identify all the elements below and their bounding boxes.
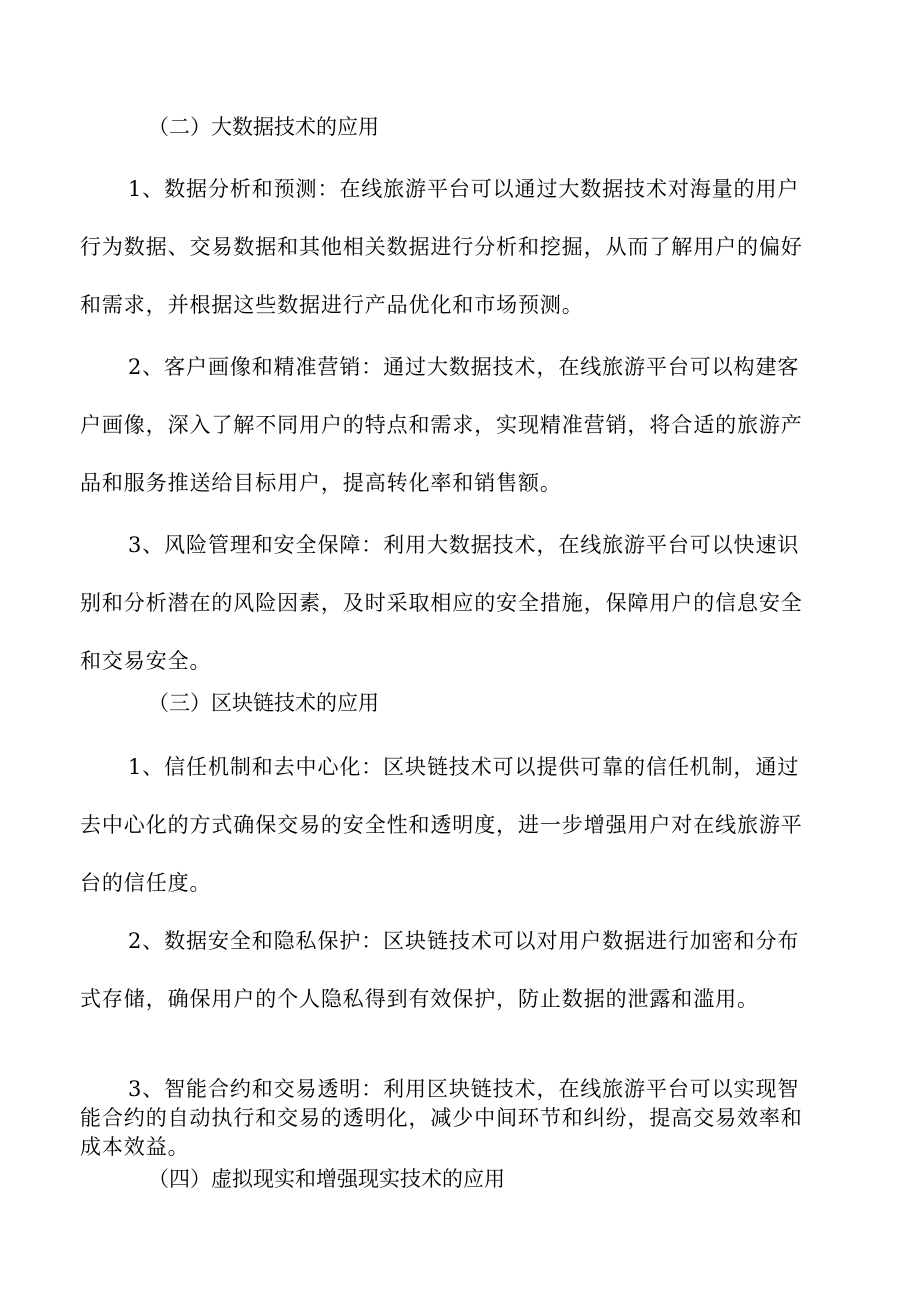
section-heading-vr-ar: （四）虚拟现实和增强现实技术的应用 [148, 1167, 505, 1191]
paragraph-customer-profile [80, 338, 840, 512]
paragraph-line: 3、风险管理和安全保障：利用大数据技术，在线旅游平台可以快速识 [128, 533, 800, 557]
paragraph-line: 1、数据分析和预测：在线旅游平台可以通过大数据技术对海量的用户 [128, 177, 800, 201]
paragraph-line: 和交易安全。 [80, 649, 212, 673]
paragraph-line: 1、信任机制和去中心化：区块链技术可以提供可靠的信任机制，通过 [128, 755, 800, 779]
section-heading-big-data: （二）大数据技术的应用 [148, 115, 379, 139]
paragraph-line: 成本效益。 [80, 1135, 190, 1159]
paragraph-data-analysis [80, 160, 840, 334]
paragraph-line: 户画像，深入了解不同用户的特点和需求，实现精准营销，将合适的旅游产 [80, 413, 803, 437]
paragraph-line: 行为数据、交易数据和其他相关数据进行分析和挖掘，从而了解用户的偏好 [80, 235, 803, 259]
paragraph-line: 3、智能合约和交易透明：利用区块链技术，在线旅游平台可以实现智 [128, 1077, 800, 1101]
paragraph-line: 式存储，确保用户的个人隐私得到有效保护，防止数据的泄露和滥用。 [80, 987, 759, 1011]
paragraph-line: 别和分析潜在的风险因素，及时采取相应的安全措施，保障用户的信息安全 [80, 591, 803, 615]
paragraph-line: 和需求，并根据这些数据进行产品优化和市场预测。 [80, 293, 584, 317]
section-heading-blockchain: （三）区块链技术的应用 [148, 691, 379, 715]
paragraph-line: 去中心化的方式确保交易的安全性和透明度，进一步增强用户对在线旅游平 [80, 813, 803, 837]
paragraph-line: 2、数据安全和隐私保护：区块链技术可以对用户数据进行加密和分布 [128, 929, 800, 953]
paragraph-line: 品和服务推送给目标用户，提高转化率和销售额。 [80, 471, 562, 495]
paragraph-line: 台的信任度。 [80, 871, 212, 895]
paragraph-trust-mechanism [80, 738, 840, 912]
paragraph-line: 2、客户画像和精准营销：通过大数据技术，在线旅游平台可以构建客 [128, 355, 800, 379]
paragraph-risk-management [80, 516, 840, 690]
paragraph-data-privacy [80, 912, 840, 1028]
paragraph-smart-contract [80, 1075, 840, 1162]
paragraph-line: 能合约的自动执行和交易的透明化，减少中间环节和纠纷，提高交易效率和 [80, 1106, 803, 1130]
